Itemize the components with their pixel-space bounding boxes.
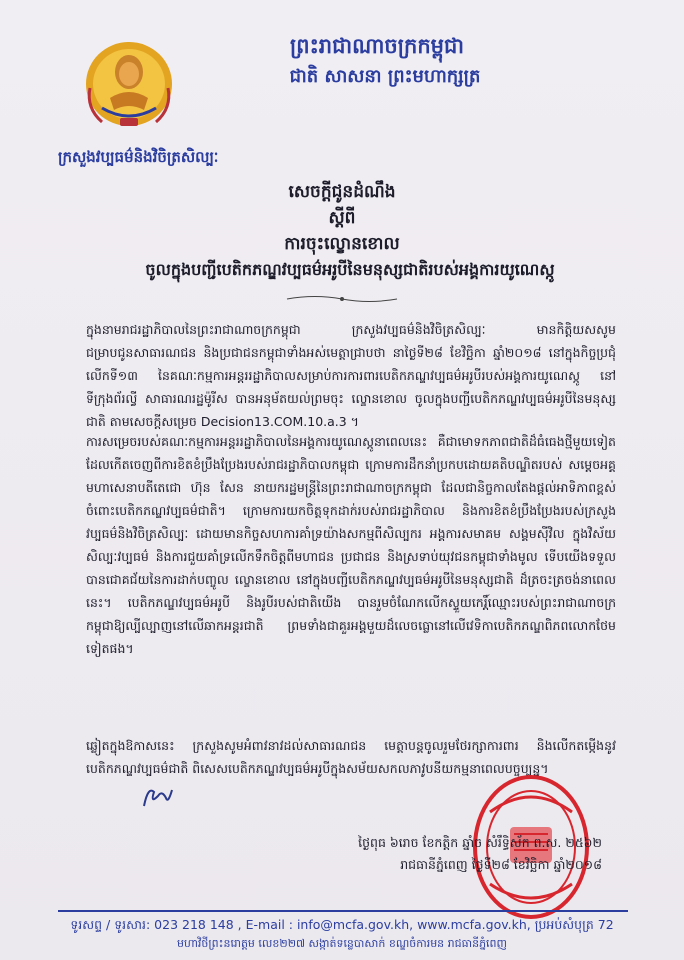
national-motto: ជាតិ សាសនា ព្រះមហាក្សត្រ xyxy=(289,66,481,87)
notice-subject-detail: ចូលក្នុងបញ្ជីបេតិកភណ្ឌវប្បធម៌អរូបីនៃមនុស្សជាតិរបស់អង្គការយូណេស្កូ xyxy=(145,260,555,279)
notice-subject-label: ស្តីពី xyxy=(328,208,356,228)
ministry-emblem-icon xyxy=(82,38,176,138)
kingdom-heading: ព្រះរាជាណាចក្រកម្ពុជា xyxy=(289,34,464,58)
footer-address: មហាវិថីព្រះនរោត្តម លេខ២២៧ សង្កាត់ទន្លេបាសាក់ ខណ្ឌចំការមន រាជធានីភ្នំពេញ xyxy=(176,937,508,950)
notice-subject: ការចុះល្ខោនខោល xyxy=(284,234,400,254)
divider-ornament xyxy=(285,292,399,306)
dateline xyxy=(358,832,602,876)
body-paragraph-3: ឆ្លៀតក្នុងឱកាសនេះ ក្រសួងសូមអំពាវនាវដល់សាធារណជន មេត្តាបន្តចូលរួមថែរក្សាការពារ និងលើកតម្កើងនូវបេតិកភណ្ឌវប្បធម៌ជាតិ ពិសេសបេតិកភណ្ឌវប្បធម៌អរូបីក្នុងសម័យសកលភាវូបនីយកម្មនាពេលបច្ចុប្បន្ន។ xyxy=(86,738,616,776)
ministry-name: ក្រសួងវប្បធម៌និងវិចិត្រសិល្បៈ xyxy=(58,148,219,166)
footer-divider xyxy=(58,910,628,912)
body-paragraph-2: ការសម្រេចរបស់គណៈកម្មការអន្តររដ្ឋាភិបាលនៃអង្គការយូណេស្កូនាពេលនេះ គឺជាមោទកភាពជាតិដ៏ធំធេងថ្មីមួយទៀត ដែលកើតចេញពីការខិតខំប្រឹងប្រែងរបស់រាជរដ្ឋាភិបាលកម្ពុជា ក្រោមការដឹកនាំប្រកបដោយគតិបណ្ឌិតរបស់ សម្តេចអគ្គមហាសេនាបតីតេជោ ហ៊ុន សែន នាយករដ្ឋមន្ត្រីនៃព្រះរាជាណាចក្រកម្ពុជា ដែលជានិច្ចកាលតែងផ្តល់អាទិភាពខ្ពស់ចំពោះបេតិកភណ្ឌវប្បធម៌ជាតិ។ ក្រោមការយកចិត្តទុកដាក់របស់រាជរដ្ឋាភិបាល និងការខិតខំប្រឹងប្រែងរបស់ក្រសួងវប្បធម៌និងវិចិត្រសិល្បៈ ដោយមានកិច្ចសហការគាំទ្រយ៉ាងសកម្មពីសិល្បករ អង្គការសមាគម សង្គមស៊ីវិល ក្នុងវិស័យសិល្បៈវប្បធម៌ និងការជួយគាំទ្រលើកទឹកចិត្តពីមហាជន ប្រជាជន និងស្រទាប់យុវជនកម្ពុជាទាំងមូល ទើបយើងទទួលបានជោគជ័យនៃការដាក់បញ្ចូល ល្ខោនខោល នៅក្នុងបញ្ជីបេតិកភណ្ឌវប្បធម៌អរូបីនៃមនុស្សជាតិ ដ៏ត្រចះត្រចង់នាពេលនេះ។ បេតិកភណ្ឌវប្បធម៌អរូបី និងរូបីរបស់ជាតិយើង បានរួមចំណែកលើកស្ទួយកេរ្តិ៍ឈ្មោះរបស់ព្រះរាជាណាចក្រកម្ពុជាឱ្យល្បីល្បាញនៅលើឆាកអន្តរជាតិ ព្រមទាំងជាគួរអង្គមួយដ៏លេចធ្លោនៅលើវេទិកាបេតិកភណ្ឌពិភពលោកថែមទៀតផង។ xyxy=(86,434,616,656)
footer-contact: ទូរសព្ទ / ទូរសារ: 023 218 148 , E-mail : info@mcfa.gov.kh, www.mcfa.gov.kh, ប្រអប់សំបុត្រ 72 xyxy=(70,917,614,932)
notice-title: សេចក្តីជូនដំណឹង xyxy=(288,182,396,202)
signature-icon xyxy=(140,782,174,812)
solar-date: រាជធានីភ្នំពេញ ថ្ងៃទី២៨ ខែវិច្ឆិកា ឆ្នាំ២០១៨ xyxy=(400,857,602,872)
lunar-date: ថ្ងៃពុធ ៦រោច ខែកត្តិក ឆ្នាំច សំរឹទ្ធិស័ក ព.ស. ២៥៦២ xyxy=(358,835,602,850)
body-paragraph-1: ក្នុងនាមរាជរដ្ឋាភិបាលនៃព្រះរាជាណាចក្រកម្ពុជា ក្រសួងវប្បធម៌និងវិចិត្រសិល្បៈ មានកិត្តិយសសូមជម្រាបជូនសាធារណជន និងប្រជាជនកម្ពុជាទាំងអស់មេត្តាជ្រាបថា នាថ្ងៃទី២៨ ខែវិច្ឆិកា ឆ្នាំ២០១៨ នៅក្នុងកិច្ចប្រជុំលើកទី១៣ នៃគណៈកម្មការអន្តររដ្ឋាភិបាលសម្រាប់ការការពារបេតិកភណ្ឌវប្បធម៌អរូបីរបស់អង្គការយូណេស្កូ នៅទីក្រុងព័រល្វី សាធារណរដ្ឋម៉ូរីស បានអនុម័តយល់ព្រមចុះ ល្ខោនខោល ចូលក្នុងបញ្ជីបេតិកភណ្ឌវប្បធម៌អរូបីនៃមនុស្សជាតិ តាមសេចក្តីសម្រេច Decision13.COM.10.a.3 ។ xyxy=(86,322,616,429)
